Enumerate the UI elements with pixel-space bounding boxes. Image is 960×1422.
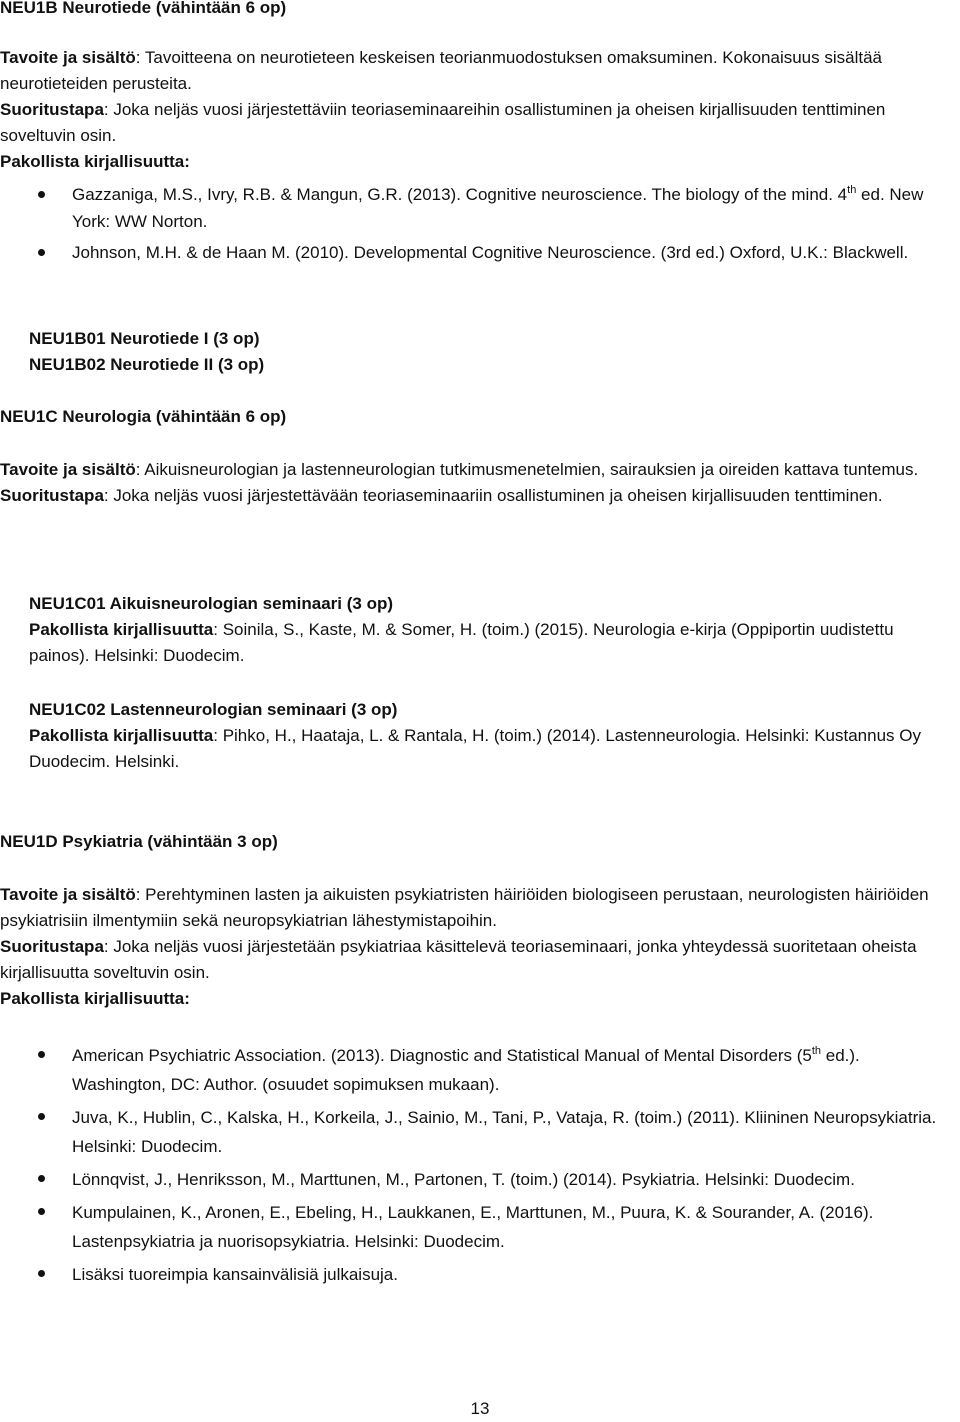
method-text: : Joka neljäs vuosi järjestettäviin teoriaseminaareihin osallistuminen ja oheisen kirjallisuuden tenttiminen soveltuvin osin. <box>0 100 886 145</box>
neu1c01-literature: Pakollista kirjallisuutta: Soinila, S., Kaste, M. & Somer, H. (toim.) (2015). Neurologia e-kirja (Oppiportin uudistettu painos). Helsinki: Duodecim. <box>29 620 894 665</box>
list-item: Juva, K., Hublin, C., Kalska, H., Korkeila, J., Sainio, M., Tani, P., Vataja, R. (toim.) (2011). Kliininen Neuropsykiatria. Helsinki: Duodecim. <box>0 1103 950 1161</box>
bullet-icon <box>38 1175 45 1182</box>
neu1c-method: Suoritustapa: Joka neljäs vuosi järjestettävään teoriaseminaariin osallistuminen ja oheisen kirjallisuuden tenttiminen. <box>0 486 883 505</box>
list-item: Lisäksi tuoreimpia kansainvälisiä julkaisuja. <box>0 1260 950 1289</box>
list-item: Johnson, M.H. & de Haan M. (2010). Developmental Cognitive Neuroscience. (3rd ed.) Oxford, U.K.: Blackwell. <box>0 239 950 266</box>
bullet-icon <box>38 1208 45 1215</box>
neu1c-goals: Tavoite ja sisältö: Aikuisneurologian ja lastenneurologian tutkimusmenetelmien, sairauksien ja oireiden kattava tuntemus. <box>0 460 919 479</box>
course-neu1c01: NEU1C01 Aikuisneurologian seminaari (3 op) <box>29 594 394 613</box>
section-heading-neu1c: NEU1C Neurologia (vähintään 6 op) <box>0 407 287 426</box>
neu1d-literature-list <box>0 1041 950 1289</box>
list-item: Kumpulainen, K., Aronen, E., Ebeling, H., Laukkanen, E., Marttunen, M., Puura, K. & Sourander, A. (2016). Lastenpsykiatria ja nuorisopsykiatria. Helsinki: Duodecim. <box>0 1198 950 1256</box>
neu1d-lit-label: Pakollista kirjallisuutta: <box>0 989 190 1008</box>
neu1c02-literature: Pakollista kirjallisuutta: Pihko, H., Haataja, L. & Rantala, H. (toim.) (2014). Lastenneurologia. Helsinki: Kustannus Oy Duodecim. Helsinki. <box>29 726 921 771</box>
neu1b-goals <box>0 45 950 97</box>
neu1b-body <box>0 45 950 175</box>
section-heading-neu1b: NEU1B Neurotiede (vähintään 6 op) <box>0 0 287 17</box>
course-neu1b02: NEU1B02 Neurotiede II (3 op) <box>29 355 265 374</box>
section-heading-neu1d: NEU1D Psykiatria (vähintään 3 op) <box>0 832 278 851</box>
neu1d-body <box>0 882 950 1012</box>
bullet-icon <box>38 1051 45 1058</box>
list-item: Gazzaniga, M.S., Ivry, R.B. & Mangun, G.R. (2013). Cognitive neuroscience. The biology of the mind. 4th ed. New York: WW Norton. <box>0 181 950 235</box>
neu1b-method <box>0 97 950 149</box>
neu1b-literature-list <box>0 181 950 266</box>
page-number: 13 <box>470 1399 490 1418</box>
bullet-icon <box>38 1270 45 1277</box>
neu1c-body <box>0 457 950 509</box>
course-neu1c02: NEU1C02 Lastenneurologian seminaari (3 op) <box>29 700 398 719</box>
bullet-icon <box>38 249 45 256</box>
bullet-icon <box>38 191 45 198</box>
list-item: Lönnqvist, J., Henriksson, M., Marttunen, M., Partonen, T. (toim.) (2014). Psykiatria. Helsinki: Duodecim. <box>0 1165 950 1194</box>
goals-label: Tavoite ja sisältö <box>0 48 136 67</box>
goals-text: : Tavoitteena on neurotieteen keskeisen teorianmuodostuksen omaksuminen. Kokonaisuus sisältää neurotieteiden perusteita. <box>0 48 882 93</box>
neu1b-lit-label: Pakollista kirjallisuutta: <box>0 152 190 171</box>
bullet-icon <box>38 1113 45 1120</box>
neu1d-method: Suoritustapa: Joka neljäs vuosi järjestetään psykiatriaa käsittelevä teoriaseminaari, jonka yhteydessä suoritetaan oheista kirjallisuutta soveltuvin osin. <box>0 937 917 982</box>
method-label: Suoritustapa <box>0 100 104 119</box>
list-item: American Psychiatric Association. (2013). Diagnostic and Statistical Manual of Mental Disorders (5th ed.). Washington, DC: Author. (osuudet sopimuksen mukaan). <box>0 1041 950 1099</box>
neu1d-goals: Tavoite ja sisältö: Perehtyminen lasten ja aikuisten psykiatristen häiriöiden biologiseen perustaan, neurologisten häiriöiden psykiatrisiin ilmentymiin sekä neuropsykiatrian lähestymistapoihin. <box>0 885 929 930</box>
course-neu1b01: NEU1B01 Neurotiede I (3 op) <box>29 329 260 348</box>
